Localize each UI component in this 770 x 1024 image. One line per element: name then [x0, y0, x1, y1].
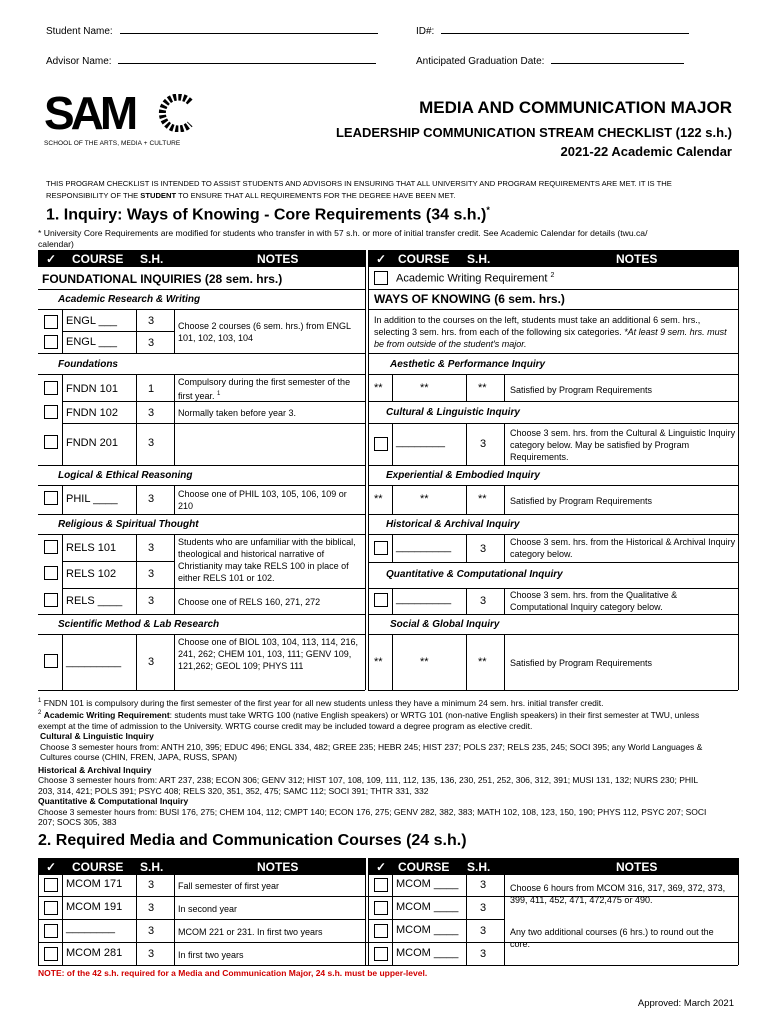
id-field[interactable] — [441, 22, 689, 34]
phil-course: PHIL ____ — [66, 493, 118, 505]
rels-choose-note: Choose one of RELS 160, 271, 272 — [178, 597, 321, 607]
advisor-label: Advisor Name: — [46, 56, 112, 67]
fndn101-course: FNDN 101 — [66, 383, 118, 395]
mcom191-course: MCOM 191 — [66, 901, 123, 913]
rels-course: RELS ____ — [66, 595, 123, 607]
academic-calendar: 2021-22 Academic Calendar — [560, 144, 732, 159]
fndn101-note: Compulsory during the first semester of the first year. $^1$ — [178, 377, 351, 401]
foundations-heading: Foundations — [58, 359, 118, 370]
cult-checkbox[interactable] — [374, 437, 388, 451]
experiential-heading: Experiential & Embodied Inquiry — [386, 470, 540, 481]
awr-label: Academic Writing Requirement $^2$ — [396, 272, 555, 285]
mcom-upper1-checkbox[interactable] — [374, 878, 388, 892]
left-table-header — [38, 250, 365, 267]
sci-checkbox[interactable] — [44, 654, 58, 668]
historical-heading: Historical & Archival Inquiry — [386, 519, 520, 530]
quant-course: _________ — [396, 593, 452, 605]
sci-sh: 3 — [148, 656, 155, 668]
fndn201-course: FNDN 201 — [66, 437, 118, 449]
academic-research-heading: Academic Research & Writing — [58, 294, 201, 305]
student-name-label: Student Name: — [46, 26, 113, 37]
social-satisfied: Satisfied by Program Requirements — [510, 658, 653, 668]
mcom281-checkbox[interactable] — [44, 947, 58, 961]
mcom171-course: MCOM 171 — [66, 878, 123, 890]
hist-note: Choose 3 sem. hrs. from the Historical & Archival Inquiry category below. — [510, 537, 736, 559]
quant-note: Choose 3 sem. hrs. from the Qualitative & Computational Inquiry category below. — [510, 590, 678, 612]
fndn102-course: FNDN 102 — [66, 407, 118, 419]
wok-note: In addition to the courses on the left, students must take an additional 6 sem. hrs., selecting 3 sem. hrs. from each of the following six categories. *At least 9 sem. hrs. must be from outside of the student's major. — [374, 315, 727, 349]
quant-heading: Quantitative & Computational Inquiry — [386, 569, 563, 580]
fndn102-checkbox[interactable] — [44, 405, 58, 419]
student-name-row — [46, 22, 378, 37]
fndn102-note: Normally taken before year 3. — [178, 408, 297, 418]
mcom281-course: MCOM 281 — [66, 947, 123, 959]
cultural-heading: Cultural & Linguistic Inquiry — [386, 407, 520, 418]
sci-course: _________ — [66, 656, 122, 668]
mcom171-checkbox[interactable] — [44, 878, 58, 892]
sci-note: Choose one of BIOL 103, 104, 113, 114, 216, 241, 262; CHEM 101, 103, 111; GENV 109, 121,262; GEOL 109; PHYS 111 — [178, 637, 358, 671]
intro-text: THIS PROGRAM CHECKLIST IS INTENDED TO ASSIST STUDENTS AND ADVISORS IN ENSURING THAT ALL UNIVERSITY AND PROGRAM REQUIREMENTS ARE MET. IT IS THE RESPONSIBILITY OF THE STUDENT TO ENSURE THAT ALL REQUIREMENTS FOR THE DEGREE HAVE BEEN MET. — [46, 179, 672, 200]
samc-logo — [44, 88, 194, 150]
mcom191-checkbox[interactable] — [44, 901, 58, 915]
rels101-checkbox[interactable] — [44, 540, 58, 554]
awr-checkbox[interactable] — [374, 271, 388, 285]
rels102-sh: 3 — [148, 568, 155, 580]
social-heading: Social & Global Inquiry — [390, 619, 500, 630]
mcom-upper2-checkbox[interactable] — [374, 901, 388, 915]
engl1-checkbox[interactable] — [44, 315, 58, 329]
advisor-field[interactable] — [118, 52, 376, 64]
fndn201-checkbox[interactable] — [44, 435, 58, 449]
upper-level-note: NOTE: of the 42 s.h. required for a Media and Communication Major, 24 s.h. must be upper-level. — [38, 968, 428, 978]
phil-sh: 3 — [148, 493, 155, 505]
hist-course: _________ — [396, 541, 452, 553]
rels-note: Students who are unfamiliar with the biblical, theological and historical narrative of Christianity may take RELS 100 in place of either RELS 101 or 102. — [178, 537, 356, 583]
right-table-header: ✓ COURSE S.H. NOTES — [368, 250, 738, 267]
mcom-upper3-checkbox[interactable] — [374, 924, 388, 938]
engl2-course: ENGL ___ — [66, 336, 117, 348]
logical-heading: Logical & Ethical Reasoning — [58, 470, 193, 481]
grad-date-field[interactable] — [551, 52, 684, 64]
advisor-row — [46, 52, 376, 67]
mcom-elective-course: ________ — [66, 922, 115, 934]
fndn101-sh: 1 — [148, 383, 155, 395]
quant-sh: 3 — [480, 595, 487, 607]
logo-subtitle: SCHOOL OF THE ARTS, MEDIA + CULTURE — [44, 140, 181, 147]
religious-heading: Religious & Spiritual Thought — [58, 519, 199, 530]
rels-sh: 3 — [148, 595, 155, 607]
s2-left-header: ✓ COURSE S.H. NOTES — [38, 858, 365, 875]
section1-note: * University Core Requirements are modified for students who transfer in with 57 s.h. or more of initial transfer credit. See Academic Calendar for details (twu.ca/ calendar) — [38, 228, 648, 249]
foundational-heading: FOUNDATIONAL INQUIRIES (28 sem. hrs.) — [42, 272, 283, 286]
student-name-field[interactable] — [120, 22, 378, 34]
rels102-course: RELS 102 — [66, 568, 117, 580]
logo-word: SAM — [44, 87, 135, 139]
aesthetic-heading: Aesthetic & Performance Inquiry — [390, 359, 546, 370]
rels-checkbox[interactable] — [44, 593, 58, 607]
quant-checkbox[interactable] — [374, 593, 388, 607]
rels102-checkbox[interactable] — [44, 566, 58, 580]
id-label: ID#: — [416, 26, 435, 37]
fndn201-sh: 3 — [148, 437, 155, 449]
mcom-elective-checkbox[interactable] — [44, 924, 58, 938]
phil-note: Choose one of PHIL 103, 105, 106, 109 or 210 — [178, 489, 347, 511]
engl-note: Choose 2 courses (6 sem. hrs.) from ENGL 101, 102, 103, 104 — [178, 321, 351, 343]
check-header: ✓ — [46, 252, 57, 266]
grad-date-label: Anticipated Graduation Date: — [416, 56, 545, 67]
fndn102-sh: 3 — [148, 407, 155, 419]
mcom-additional-note: Any two additional courses (6 hrs.) to round out the core. — [510, 927, 714, 949]
mcom-upper-note: Choose 6 hours from MCOM 316, 317, 369, 372, 373, 399, 411, 452, 471, 472,475 or 490. — [510, 883, 726, 905]
rels101-sh: 3 — [148, 542, 155, 554]
phil-checkbox[interactable] — [44, 491, 58, 505]
course-header: COURSE — [72, 252, 124, 266]
sh-header: S.H. — [140, 252, 164, 266]
scientific-heading: Scientific Method & Lab Research — [58, 619, 220, 630]
grad-date-row — [416, 52, 684, 67]
page-title: MEDIA AND COMMUNICATION MAJOR — [419, 98, 732, 117]
engl2-checkbox[interactable] — [44, 335, 58, 349]
cult-course: ________ — [396, 436, 445, 448]
page-subtitle: LEADERSHIP COMMUNICATION STREAM CHECKLIST (122 s.h.) — [335, 125, 732, 140]
wok-heading: WAYS OF KNOWING (6 sem. hrs.) — [374, 292, 565, 306]
hist-checkbox[interactable] — [374, 541, 388, 555]
section1-heading: 1. Inquiry: Ways of Knowing - Core Requirements (34 s.h.)* — [46, 205, 490, 224]
footnotes: $^1$ FNDN 101 is compulsory during the first semester of the first year for all new students unless they have a minimum 24 sem. hrs. initial transfer credit. $^2$ Academic Writing Requirement: students must take WRTG 100 (native English speakers) or WRTG 101 (non-native English speakers) in their first semester at TWU, unless exempt at the time of admission to the University. WRTG course credit may be included toward a degree program as elective credit. Cultural & Linguistic Inquiry Choose 3 semester hours from: ANTH 210, 395; EDUC 496; ENGL 334, 482; GREE 235; HEBR 245; HIST 237; POLS 237; RELS 235, 245; SOCI 395; any World Languages & Cultures course (CHIN, FREN, JAPA, RUSS, SPAN) Historical & Archival Inquiry Choose 3 semester hours from: ART 237, 238; ECON 306; GENV 312; HIST 107, 108, 109, 111, 112, 135, 136, 230, 251, 252, 306, 312, 391; MUSI 131, 132; NURS 230; PHIL 203, 314, 421; POLS 391; PSYC 408; RELS 320, 351, 352, 475; SAMC 112; SOCI 391; THTR 331, 332 Quantitative & Computational Inquiry Choose 3 semester hours from: BUSI 176, 275; CHEM 104, 112; CMPT 140; ECON 176, 275; GENV 282, 382, 383; MATH 102, 108, 123, 150, 190; PHYS 112, PSYC 207; SOCI 207; SOCS 305, 383 — [38, 697, 707, 828]
cult-note: Choose 3 sem. hrs. from the Cultural & Linguistic Inquiry category below. May be satisfied by Program Requirements. — [510, 428, 736, 462]
approved-date: Approved: March 2021 — [637, 998, 734, 1009]
experiential-satisfied: Satisfied by Program Requirements — [510, 496, 653, 506]
rels101-course: RELS 101 — [66, 542, 117, 554]
engl1-sh: 3 — [148, 315, 155, 327]
section2-heading: 2. Required Media and Communication Courses (24 s.h.) — [38, 832, 467, 849]
notes-header: NOTES — [257, 252, 299, 266]
engl2-sh: 3 — [148, 337, 155, 349]
logo-c-icon — [158, 94, 194, 132]
id-row — [416, 22, 689, 37]
mcom-upper4-checkbox[interactable] — [374, 947, 388, 961]
engl1-course: ENGL ___ — [66, 315, 117, 327]
hist-sh: 3 — [480, 543, 487, 555]
s2-right-header: ✓ COURSE S.H. NOTES — [368, 858, 738, 875]
aesthetic-satisfied: Satisfied by Program Requirements — [510, 385, 653, 395]
fndn101-checkbox[interactable] — [44, 381, 58, 395]
cult-sh: 3 — [480, 438, 487, 450]
